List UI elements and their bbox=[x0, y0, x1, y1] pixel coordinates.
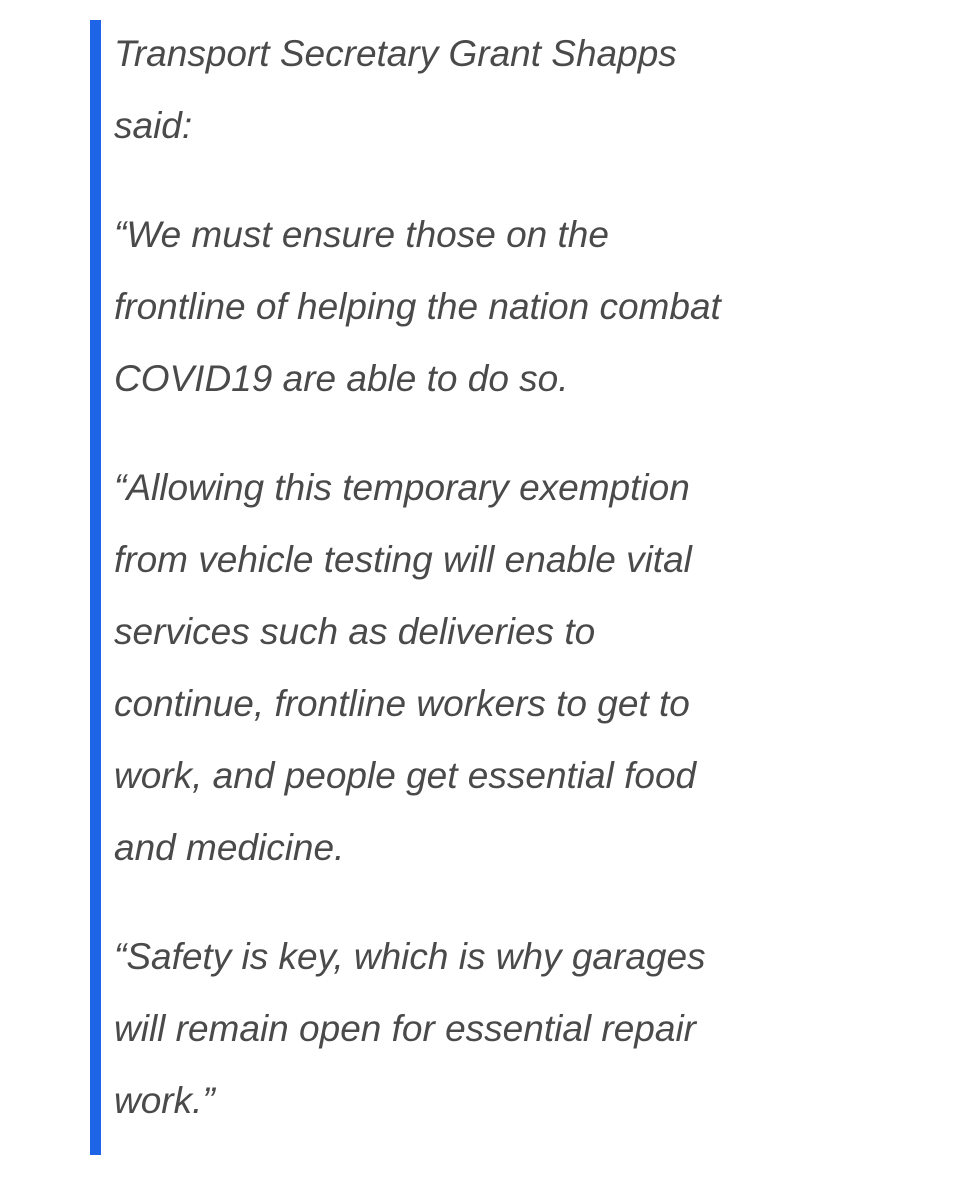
text-line: services such as deliveries to bbox=[114, 611, 596, 652]
text-line: “Safety is key, which is why garages bbox=[114, 936, 706, 977]
text-line: said: bbox=[114, 105, 193, 146]
text-line: continue, frontline workers to get to bbox=[114, 683, 690, 724]
quote-attribution bbox=[114, 18, 934, 162]
blockquote-accent-bar bbox=[90, 20, 101, 1155]
text-line: “Allowing this temporary exemption bbox=[114, 467, 690, 508]
text-line: “We must ensure those on the bbox=[114, 214, 609, 255]
quote-paragraph bbox=[114, 199, 934, 415]
text-line: will remain open for essential repair bbox=[114, 1008, 696, 1049]
quote-paragraph bbox=[114, 921, 934, 1137]
text-line: COVID19 are able to do so. bbox=[114, 358, 569, 399]
text-line: from vehicle testing will enable vital bbox=[114, 539, 692, 580]
blockquote bbox=[114, 18, 934, 1174]
text-line: work.” bbox=[114, 1080, 215, 1121]
text-line: frontline of helping the nation combat bbox=[114, 286, 721, 327]
quote-paragraph bbox=[114, 452, 934, 884]
text-line: work, and people get essential food bbox=[114, 755, 697, 796]
text-line: Transport Secretary Grant Shapps bbox=[114, 33, 677, 74]
text-line: and medicine. bbox=[114, 827, 345, 868]
